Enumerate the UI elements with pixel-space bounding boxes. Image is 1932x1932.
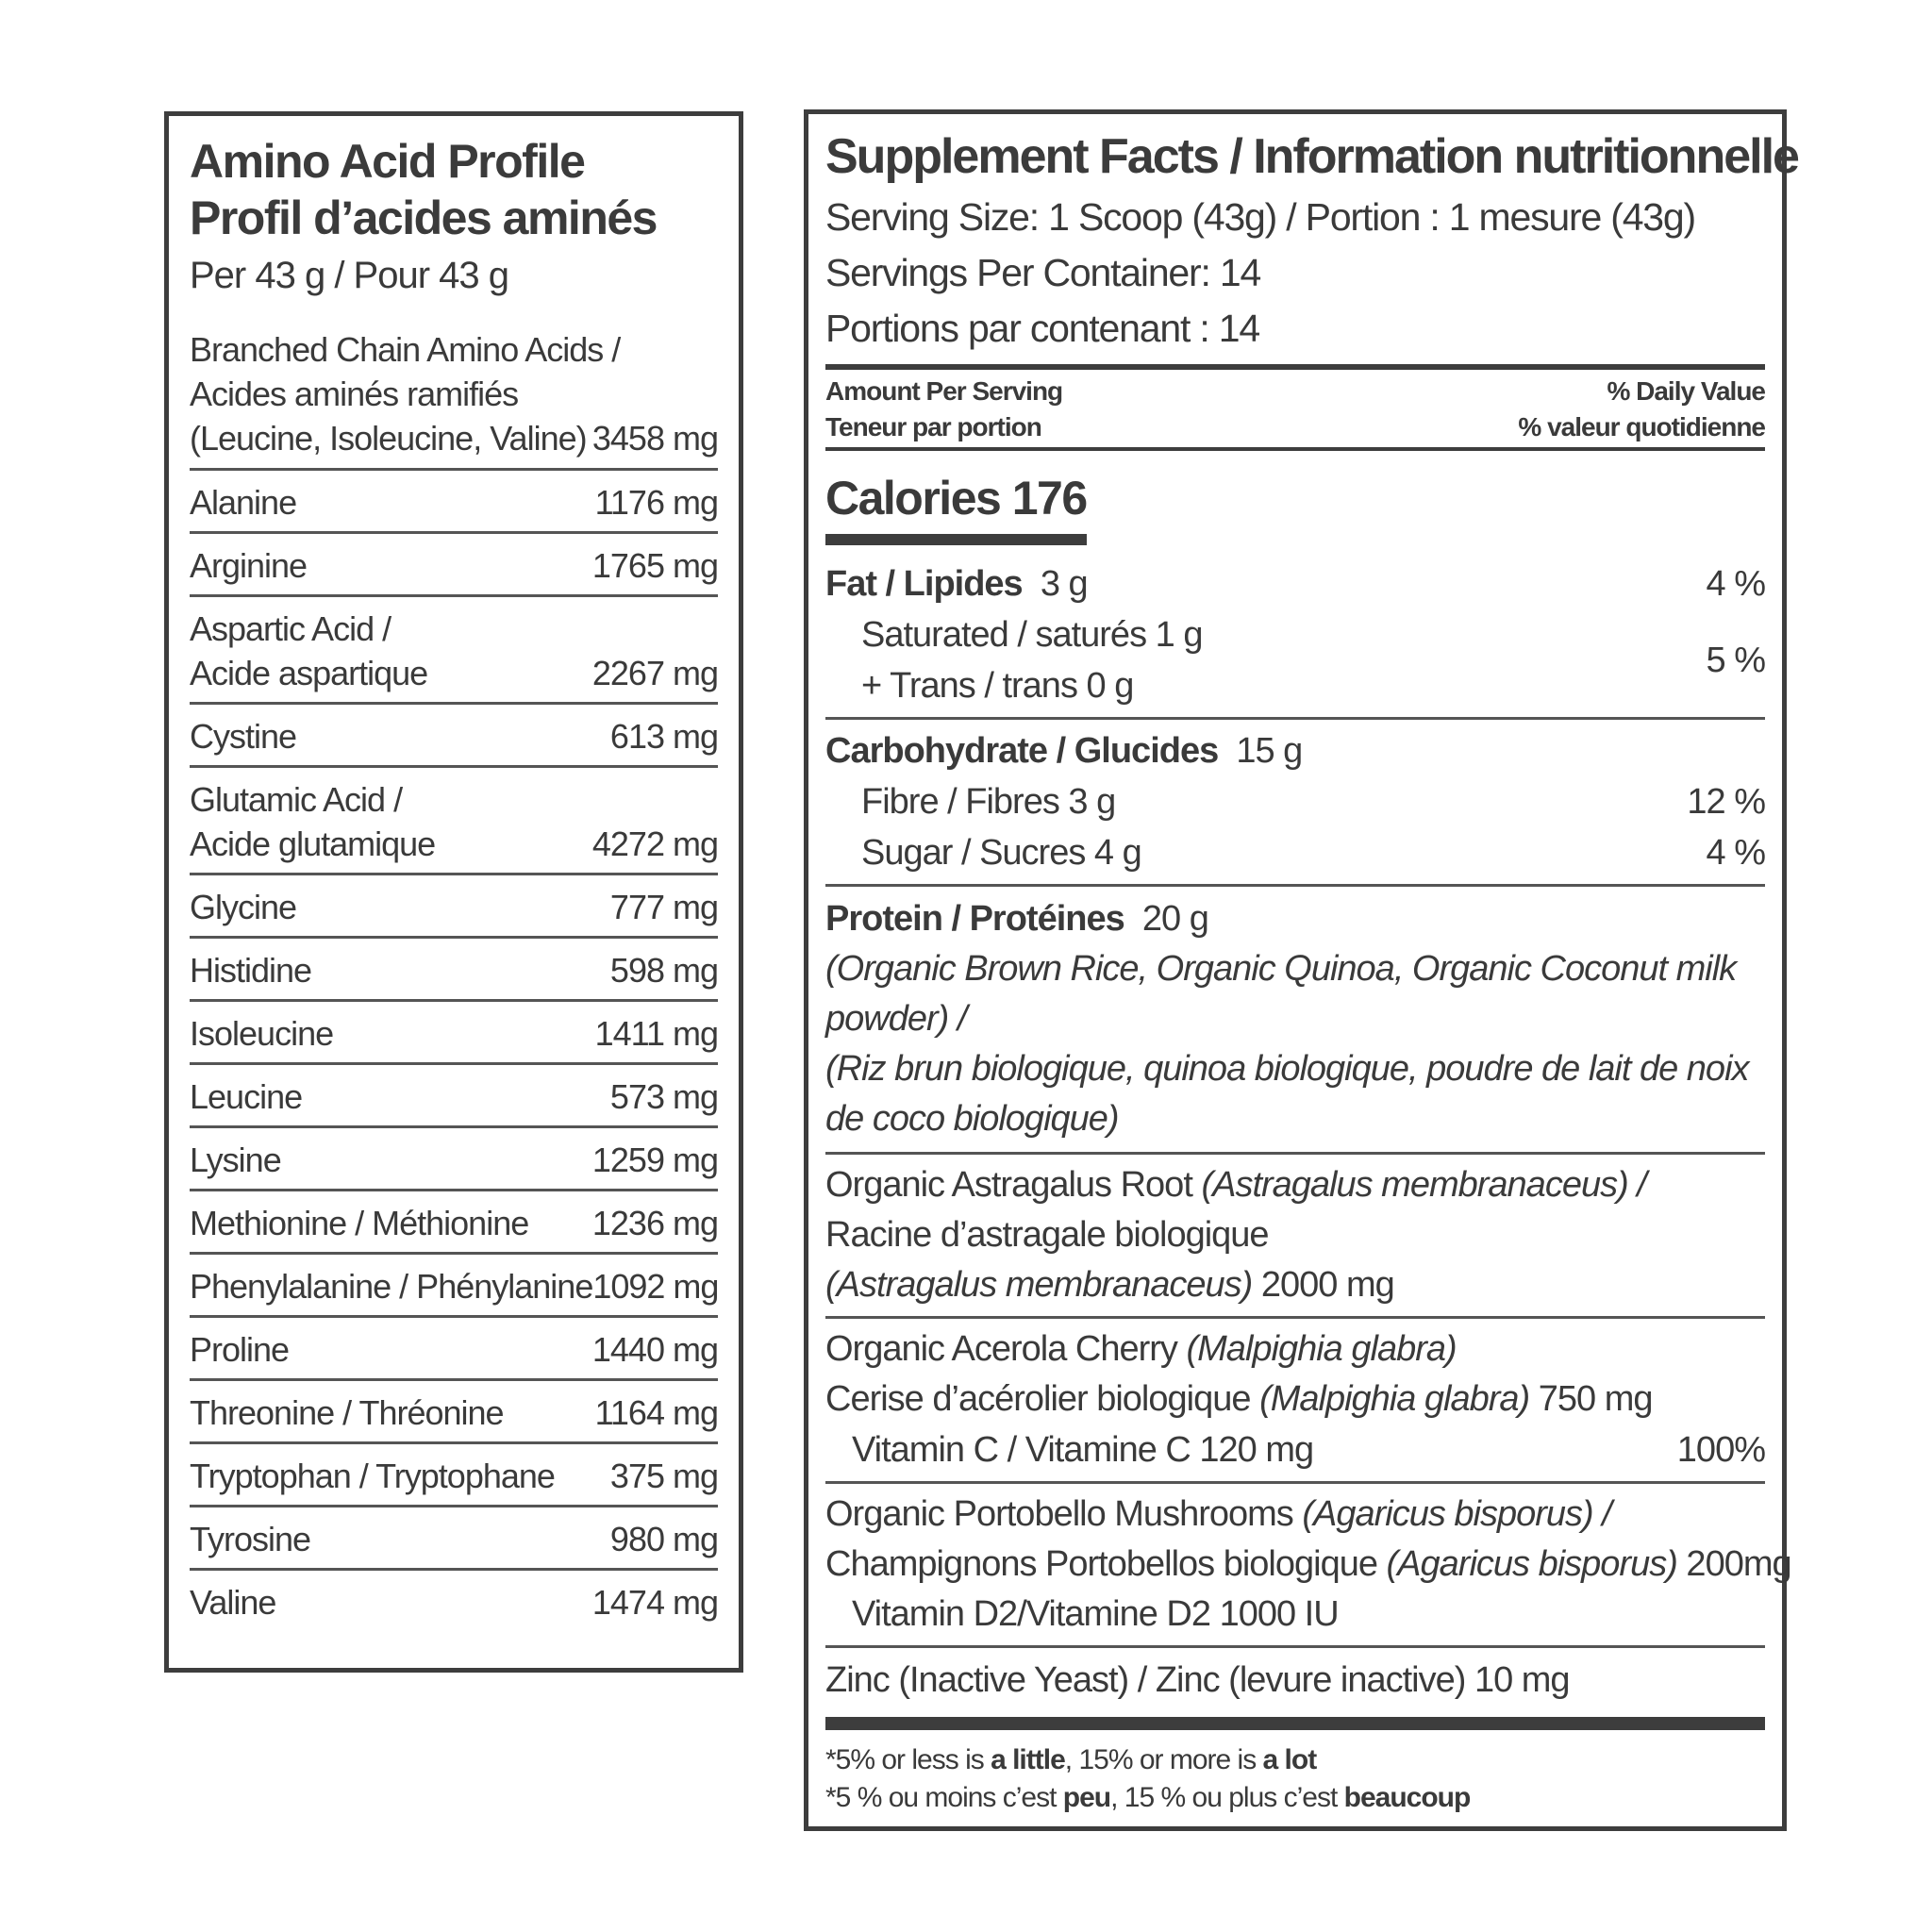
amino-row <box>190 1002 718 1065</box>
fibre-label: Fibre / Fibres 3 g <box>861 782 1116 822</box>
amino-row <box>190 705 718 768</box>
amino-name-line-fr: Acide glutamique <box>190 824 436 863</box>
amino-value: 1164 mg <box>594 1393 718 1432</box>
amino-value: 2267 mg <box>591 654 718 692</box>
daily-value-en: % Daily Value <box>1607 376 1765 406</box>
amino-name-line: Methionine / Méthionine <box>190 1204 529 1242</box>
amino-name-line: Glutamic Acid / <box>190 780 403 819</box>
sat-trans-row <box>825 609 1765 717</box>
protein-source-en-1: (Organic Brown Rice, Organic Quinoa, Organic Coconut milk <box>825 949 1737 989</box>
footnote-en-part: *5% or less is <box>825 1744 991 1775</box>
acerola-latin: (Malpighia glabra) <box>1186 1329 1457 1369</box>
amino-value: 1176 mg <box>594 483 718 522</box>
sugar-dv: 4 % <box>1706 833 1765 873</box>
amino-name <box>190 1011 333 1056</box>
protein-source-en-2: powder) / <box>825 999 967 1039</box>
amino-value: 1092 mg <box>592 1267 719 1306</box>
astragalus-latin: (Astragalus membranaceus) / <box>1201 1165 1646 1205</box>
amino-row <box>190 875 718 939</box>
amino-row <box>190 1571 718 1631</box>
servings-per-container: Servings Per Container: 14 <box>825 251 1261 294</box>
amino-name-line: Valine <box>190 1583 276 1622</box>
amino-name <box>190 777 435 866</box>
acerola-section <box>825 1319 1765 1481</box>
amino-name <box>190 1517 310 1561</box>
amino-name <box>190 714 296 758</box>
amino-name-line: Tyrosine <box>190 1520 311 1558</box>
amino-name <box>190 1074 302 1119</box>
amino-rows <box>190 471 718 1631</box>
amino-name <box>190 1580 275 1624</box>
calories: Calories 176 <box>825 451 1087 545</box>
amino-name-line: Glycine <box>190 888 297 926</box>
protein-label: Protein / Protéines <box>825 899 1124 939</box>
astragalus-latin-fr: (Astragalus membranaceus) <box>825 1265 1253 1305</box>
protein-source-fr-2: de coco biologique) <box>825 1099 1119 1139</box>
fibre-dv: 12 % <box>1687 782 1765 822</box>
footnote-fr-part: , 15 % ou plus c’est <box>1110 1782 1344 1813</box>
protein-source-fr-1: (Riz brun biologique, quinoa biologique, poudre de lait de noix <box>825 1049 1749 1089</box>
fat-value: 3 g <box>1040 564 1088 604</box>
carb-value: 15 g <box>1236 731 1303 771</box>
amino-row <box>190 768 718 875</box>
sat-trans-dv: 5 % <box>1706 641 1765 680</box>
footnote <box>825 1730 1765 1817</box>
portions-per-container: Portions par contenant : 14 <box>825 307 1259 350</box>
supplement-facts-panel <box>804 109 1798 1831</box>
amino-row <box>190 1065 718 1128</box>
amino-row <box>190 534 718 597</box>
supplement-title: Supplement Facts / Information nutritionnelle <box>825 129 1798 184</box>
amino-row <box>190 1507 718 1571</box>
amino-name-line-fr: Acide aspartique <box>190 654 428 692</box>
astragalus-en: Organic Astragalus Root <box>825 1165 1202 1205</box>
amino-row <box>190 1128 718 1191</box>
acerola-fr: Cerise d’acérolier biologique <box>825 1379 1260 1419</box>
amino-value: 1411 mg <box>594 1014 718 1053</box>
amino-name-line: Tryptophan / Tryptophane <box>190 1457 555 1495</box>
carb-row <box>825 725 1765 776</box>
bcaa-row <box>190 327 718 471</box>
amino-name-line: Aspartic Acid / <box>190 609 391 648</box>
footnote-en <box>825 1741 1765 1779</box>
acerola-en: Organic Acerola Cherry <box>825 1329 1187 1369</box>
amino-name <box>190 948 311 992</box>
footnote-fr <box>825 1779 1765 1817</box>
amino-value: 1474 mg <box>591 1583 718 1622</box>
amino-name-line: Phenylalanine / Phénylanine <box>190 1267 593 1306</box>
fat-dv: 4 % <box>1706 564 1765 604</box>
amount-header <box>825 370 1765 447</box>
amino-name <box>190 607 427 695</box>
footnote-en-lot: a lot <box>1262 1744 1317 1775</box>
portobello-latin: (Agaricus bisporus) / <box>1302 1494 1611 1534</box>
trans-fat: + Trans / trans 0 g <box>861 666 1134 706</box>
amino-name <box>190 885 296 929</box>
vitamin-d2: Vitamin D2/Vitamine D2 1000 IU <box>852 1594 1339 1634</box>
amino-value: 1440 mg <box>591 1330 718 1369</box>
astragalus-section <box>825 1155 1765 1316</box>
daily-value-fr: % valeur quotidienne <box>1518 412 1765 441</box>
amino-value: 598 mg <box>609 951 718 990</box>
amino-name-line: Proline <box>190 1330 290 1369</box>
footnote-fr-part: *5 % ou moins c’est <box>825 1782 1063 1813</box>
bcaa-label-list: (Leucine, Isoleucine, Valine) <box>190 419 587 458</box>
amino-value: 4272 mg <box>591 824 718 863</box>
astragalus-amount: 2000 mg <box>1252 1265 1394 1305</box>
amino-value: 573 mg <box>609 1077 718 1116</box>
saturated-fat: Saturated / saturés 1 g <box>861 615 1203 655</box>
fat-label: Fat / Lipides <box>825 564 1023 604</box>
amino-row <box>190 471 718 534</box>
divider-heavy <box>825 1717 1765 1730</box>
amino-name-line: Lysine <box>190 1141 281 1179</box>
amino-name-line: Alanine <box>190 483 297 522</box>
amino-value: 1259 mg <box>591 1141 718 1179</box>
amino-value: 980 mg <box>609 1520 718 1558</box>
zinc-row: Zinc (Inactive Yeast) / Zinc (levure inactive) 10 mg <box>825 1660 1570 1700</box>
amino-row <box>190 1191 718 1255</box>
serving-size: Serving Size: 1 Scoop (43g) / Portion : 1 mesure (43g) <box>825 195 1695 239</box>
amino-row <box>190 939 718 1002</box>
amount-per-serving-fr: Teneur par portion <box>825 412 1041 441</box>
amino-value: 375 mg <box>609 1457 718 1495</box>
carb-label: Carbohydrate / Glucides <box>825 731 1219 771</box>
amino-name <box>190 1138 281 1182</box>
amino-row <box>190 1444 718 1507</box>
amino-row <box>190 1255 718 1318</box>
vitamin-c-row <box>825 1424 1765 1475</box>
amino-value: 1236 mg <box>591 1204 718 1242</box>
amino-name <box>190 543 307 588</box>
amino-value: 777 mg <box>609 888 718 926</box>
fat-section <box>825 545 1765 717</box>
amino-title-en: Amino Acid Profile <box>190 135 585 188</box>
amino-name-line: Cystine <box>190 717 297 756</box>
vitamin-c: Vitamin C / Vitamine C 120 mg <box>852 1430 1314 1470</box>
amino-per-serving: Per 43 g / Pour 43 g <box>190 255 509 296</box>
acerola-latin-fr: (Malpighia glabra) <box>1259 1379 1530 1419</box>
astragalus-fr: Racine d’astragale biologique <box>825 1215 1269 1255</box>
footnote-fr-beaucoup: beaucoup <box>1343 1782 1471 1813</box>
protein-section <box>825 887 1765 1152</box>
amino-name <box>190 1201 528 1245</box>
amino-name-line: Isoleucine <box>190 1014 334 1053</box>
portobello-section <box>825 1484 1791 1645</box>
footnote-en-little: a little <box>991 1744 1065 1775</box>
portobello-en: Organic Portobello Mushrooms <box>825 1494 1303 1534</box>
portobello-fr: Champignons Portobellos biologique <box>825 1544 1387 1584</box>
protein-value: 20 g <box>1141 899 1208 939</box>
fat-row <box>825 558 1765 609</box>
sugar-row <box>825 827 1765 878</box>
bcaa-label-fr: Acides aminés ramifiés <box>190 375 519 413</box>
portobello-latin-fr: (Agaricus bisporus) <box>1386 1544 1677 1584</box>
amino-name <box>190 1454 555 1498</box>
amino-title-fr: Profil d’acides aminés <box>190 192 657 244</box>
fibre-row <box>825 776 1765 827</box>
amino-name-line: Histidine <box>190 951 312 990</box>
sugar-label: Sugar / Sucres 4 g <box>861 833 1141 873</box>
amino-row <box>190 1381 718 1444</box>
amino-row <box>190 597 718 705</box>
amino-name <box>190 480 296 525</box>
amino-acid-profile-panel <box>164 111 743 1673</box>
footnote-en-part: , 15% or more is <box>1064 1744 1263 1775</box>
footnote-fr-peu: peu <box>1062 1782 1111 1813</box>
portobello-amount: 200mg <box>1676 1544 1791 1584</box>
amino-value: 613 mg <box>609 717 718 756</box>
amino-name <box>190 1391 504 1435</box>
bcaa-label-en: Branched Chain Amino Acids / <box>190 330 621 369</box>
amino-name-line: Arginine <box>190 546 308 585</box>
amino-name <box>190 1264 592 1308</box>
amino-name-line: Leucine <box>190 1077 303 1116</box>
carb-section <box>825 720 1765 884</box>
vitamin-c-dv: 100% <box>1676 1430 1765 1470</box>
amino-name-line: Threonine / Thréonine <box>190 1393 504 1432</box>
acerola-amount: 750 mg <box>1529 1379 1653 1419</box>
amino-row <box>190 1318 718 1381</box>
amount-per-serving-en: Amount Per Serving <box>825 376 1063 406</box>
bcaa-value: 3458 mg <box>591 419 718 458</box>
amino-value: 1765 mg <box>591 546 718 585</box>
amino-name <box>190 1327 289 1372</box>
